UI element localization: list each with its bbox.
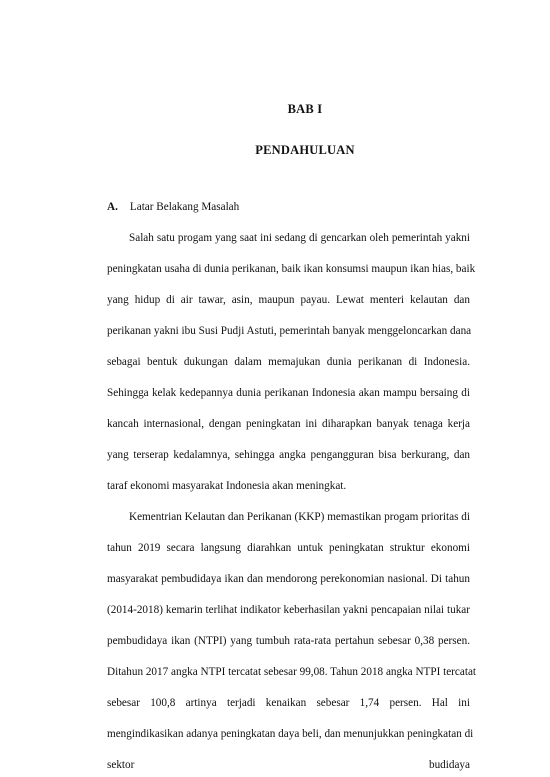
paragraph-line: Sehingga kelak kedepannya dunia perikanan Indonesia akan mampu bersaing di: [107, 387, 470, 399]
paragraph-line: sebesar 100,8 artinya terjadi kenaikan sebesar 1,74 persen. Hal ini: [107, 697, 470, 709]
paragraph-line: Salah satu progam yang saat ini sedang di gencarkan oleh pemerintah yakni: [129, 232, 470, 244]
paragraph-line: perikanan yakni ibu Susi Pudji Astuti, pemerintah banyak menggeloncarkan dana: [107, 325, 472, 337]
paragraph-line: Kementrian Kelautan dan Perikanan (KKP) memastikan progam prioritas di: [129, 511, 470, 523]
paragraph-line: kancah internasional, dengan peningkatan ini diharapkan banyak tenaga kerja: [107, 418, 470, 430]
paragraph-line: taraf ekonomi masyarakat Indonesia akan meningkat.: [107, 480, 347, 492]
chapter-title: PENDAHULUAN: [255, 143, 355, 157]
section-letter: A.: [107, 201, 118, 213]
paragraph-line: yang terserap kedalamnya, sehingga angka pengangguran bisa berkurang, dan: [107, 449, 470, 461]
paragraph-line: (2014-2018) kemarin terlihat indikator keberhasilan yakni pencapaian nilai tukar: [107, 604, 470, 616]
paragraph-line: Ditahun 2017 angka NTPI tercatat sebesar 99,08. Tahun 2018 angka NTPI tercatat: [107, 666, 477, 678]
paragraph-line: sektor budidaya: [107, 759, 470, 771]
paragraph-line: mengindikasikan adanya peningkatan daya beli, dan menunjukkan peningkatan di: [107, 728, 474, 740]
paragraph-line: masyarakat pembudidaya ikan dan mendorong perekonomian nasional. Di tahun: [107, 573, 470, 585]
paragraph-line: yang hidup di air tawar, asin, maupun payau. Lewat menteri kelautan dan: [107, 294, 470, 306]
section-heading: [107, 201, 239, 213]
section-title: Latar Belakang Masalah: [129, 201, 240, 213]
chapter-number: BAB I: [287, 102, 323, 116]
paragraph-line: peningkatan usaha di dunia perikanan, baik ikan konsumsi maupun ikan hias, baik: [107, 263, 476, 275]
paragraph-line: pembudidaya ikan (NTPI) yang tumbuh rata-rata pertahun sebesar 0,38 persen.: [107, 635, 470, 647]
paragraph-line: sebagai bentuk dukungan dalam memajukan dunia perikanan di Indonesia.: [107, 356, 470, 368]
paragraph-line: tahun 2019 secara langsung diarahkan untuk peningkatan struktur ekonomi: [107, 542, 470, 554]
